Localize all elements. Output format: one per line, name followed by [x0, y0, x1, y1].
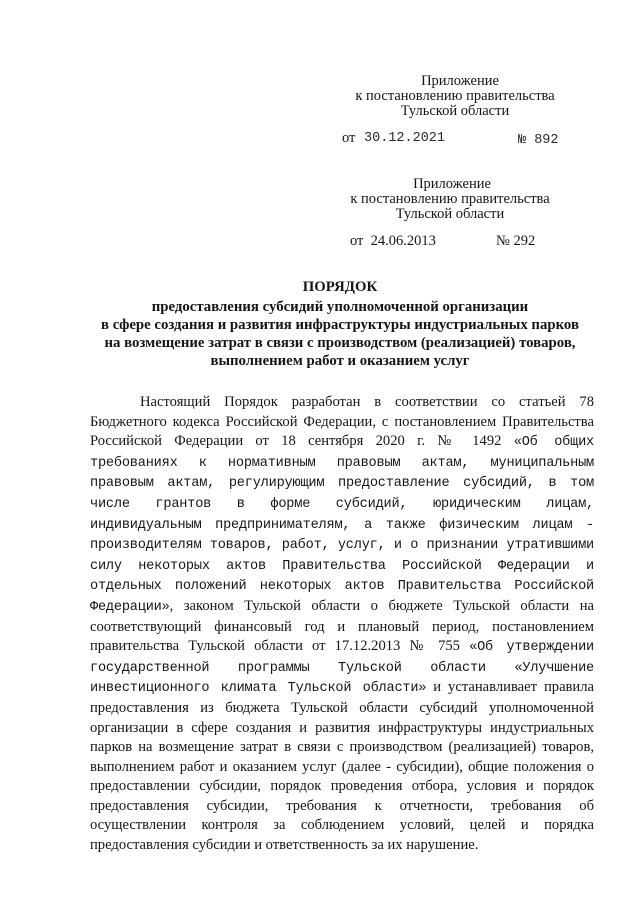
document-number: № 292 — [496, 233, 536, 249]
appendix-subtitle: к постановлению правительства — [355, 88, 555, 104]
paragraph-text: и устанавливает правила предоставления из бюджета Тульской области субсидий уполномоченной организации в сфере создания и развития инфраструктуры индустриальных парков на возмещение затрат в связи с производством (реализацией) товаров, выполнением работ и оказанием услуг (далее - субсидии), общие положения о предоставлении субсидии, порядок проведения отбора, условия и порядок предоставления субсидии, требования к отчетности, требования об осуществлении контроля за соблюдением условий, целей и порядка предоставления субсидии и ответственность за их нарушение. — [90, 679, 595, 854]
quoted-act-title: «Об общих требованиях к нормативным правовым актам, муниципальным правовым актам, регулирующим предоставление субсидий, в том числе грантов в форме субсидий, юридическим лицам, индивидуальным предпринимателям, а также физическим лицам - производителям товаров, работ, услуг, и о признании утратившими силу некоторых актов Правительства Российской Федерации и отдельных положений некоторых актов Правительства Российской Федерации» — [90, 435, 594, 615]
quoted-program-title: «Об утверждении государственной программы Тульской области «Улучшение инвестиционного климата Тульской области» — [90, 640, 594, 697]
document-date: от 24.06.2013 — [350, 233, 436, 249]
document-number: № 892 — [518, 133, 559, 148]
document-date: 30.12.2021 — [364, 131, 446, 146]
appendix-title: Приложение — [413, 176, 491, 192]
appendix-region: Тульской области — [400, 103, 510, 119]
paragraph-text: , законом Тульской области о бюджете Тульской области на соответствующий финансовый год и плановый период, постановлением правительства Тульской области от 17.12.2013 № 755 — [90, 597, 594, 655]
body-paragraph — [90, 393, 594, 856]
appendix-region: Тульской области — [395, 206, 505, 222]
title-line: предоставления субсидий уполномоченной организации — [151, 299, 529, 315]
title-heading: ПОРЯДОК — [302, 279, 378, 295]
title-line: на возмещение затрат в связи с производством (реализацией) товаров, — [104, 335, 576, 351]
date-prefix: от — [342, 130, 356, 146]
appendix-title: Приложение — [421, 73, 499, 89]
document-title — [90, 278, 590, 370]
appendix-header-1 — [330, 74, 580, 119]
appendix-subtitle: к постановлению правительства — [350, 191, 550, 207]
title-line: выполнением работ и оказанием услуг — [210, 353, 470, 369]
appendix-date-row-2 — [350, 233, 570, 251]
appendix-header-2 — [330, 177, 570, 222]
paragraph-text: Настоящий Порядок разработан в соответствии со статьей 78 Бюджетного кодекса Российской Федерации, с постановлением Правительства Российской Федерации от 18 сентября 2020 г. № 1492 — [90, 394, 594, 450]
appendix-date-row-1 — [342, 130, 582, 148]
title-line: в сфере создания и развития инфраструктуры индустриальных парков — [101, 317, 579, 333]
